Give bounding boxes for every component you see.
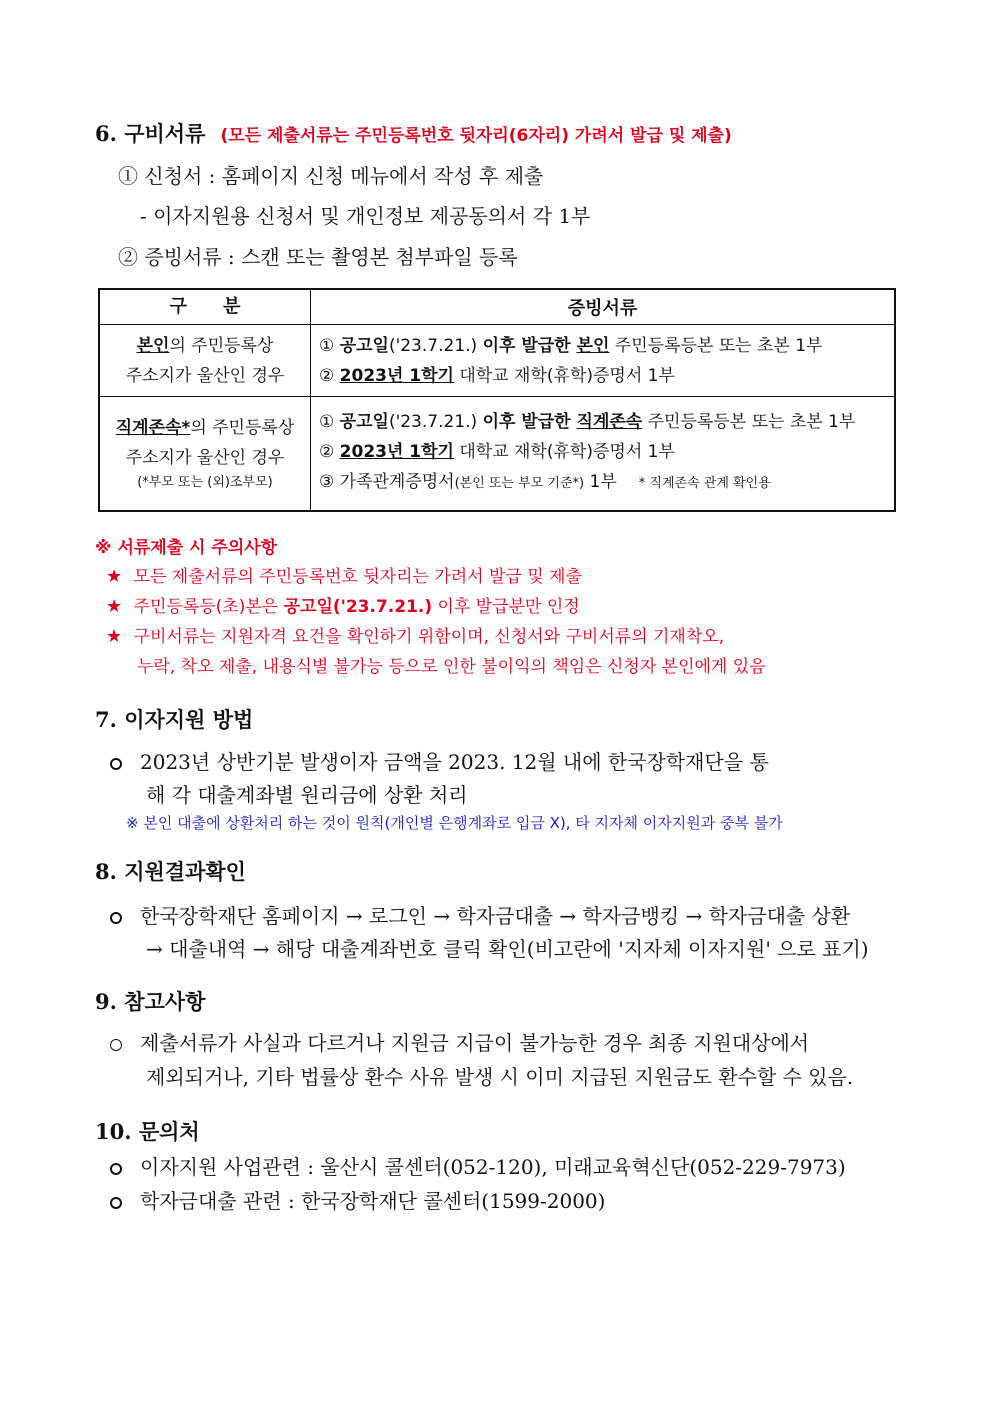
section-7-title: 7. 이자지원 방법 (95, 707, 254, 732)
row1-category (99, 325, 311, 397)
table-header-documents: 증빙서류 (311, 289, 896, 325)
row2-doc-3: ③ 가족관계증명서(본인 또는 부모 기준*) 1부 * 직계존속 관계 확인용 (319, 472, 771, 493)
circle-bullet-icon (110, 758, 122, 770)
section-10-item-1: 이자지원 사업관련 : 울산시 콜센터(052-120), 미래교육혁신단(052-229-7973) (110, 1151, 846, 1180)
section-8-title: 8. 지원결과확인 (95, 859, 246, 884)
section-10-title: 10. 문의처 (95, 1119, 200, 1144)
section-6-item-1-sub: - 이자지원용 신청서 및 개인정보 제공동의서 각 1부 (140, 204, 591, 228)
row1-documents (311, 325, 896, 397)
row1-who-line2: 주소지가 울산인 경우 (125, 365, 285, 386)
section-6-heading (95, 118, 732, 148)
circle-bullet-icon (110, 1163, 122, 1175)
table-row (99, 325, 895, 397)
section-8-line-2: → 대출내역 → 해당 대출계좌번호 클릭 확인(비고란에 '지자체 이자지원' 으로 표기) (146, 937, 869, 961)
circle-bullet-icon (110, 912, 122, 924)
section-9-title: 9. 참고사항 (95, 989, 206, 1014)
documents-table (98, 288, 896, 512)
row2-doc-2: ② 2023년 1학기 대학교 재학(휴학)증명서 1부 (319, 442, 675, 463)
section-9-item: 제출서류가 사실과 다르거나 지원금 지급이 불가능한 경우 최종 지원대상에서 (110, 1027, 809, 1056)
section-6-title: 6. 구비서류 (95, 121, 206, 146)
section-7-item: 2023년 상반기분 발생이자 금액을 2023. 12월 내에 한국장학재단을 통 (110, 746, 769, 775)
section-6-item-1: ① 신청서 : 홈페이지 신청 메뉴에서 작성 후 제출 (118, 164, 544, 188)
row1-who-bold: 본인 (136, 335, 170, 356)
section-6-item-2: ② 증빙서류 : 스캔 또는 촬영본 첨부파일 등록 (118, 245, 518, 269)
row2-who-line2: 주소지가 울산인 경우 (125, 448, 285, 469)
caution-item-3: ★ 구비서류는 지원자격 요건을 확인하기 위함이며, 신청서와 구비서류의 기재착오, (106, 626, 725, 647)
row1-who-rest: 의 주민등록상 (169, 335, 274, 356)
caution-item-2: ★ 주민등록등(초)본은 공고일('23.7.21.) 이후 발급분만 인정 (106, 596, 580, 617)
star-icon: ★ (106, 626, 123, 647)
row2-who-bold: 직계존속* (115, 418, 191, 439)
section-7-note: ※ 본인 대출에 상환처리 하는 것이 원칙(개인별 은행계좌로 입금 X), 타 지자체 이자지원과 중복 불가 (126, 814, 783, 832)
row1-doc-1: ① 공고일('23.7.21.) 이후 발급한 본인 주민등록등본 또는 초본 1부 (319, 335, 823, 356)
row2-doc-1: ① 공고일('23.7.21.) 이후 발급한 직계존속 주민등록등본 또는 초본 1부 (319, 412, 856, 433)
row2-who-note: (*부모 또는 (외)조부모) (137, 475, 273, 491)
row2-who-rest: 의 주민등록상 (190, 418, 295, 439)
caution-item-1: ★ 모든 제출서류의 주민등록번호 뒷자리는 가려서 발급 및 제출 (106, 566, 582, 587)
table-header-row (99, 289, 895, 325)
table-row (99, 397, 895, 511)
row1-doc-2: ② 2023년 1학기 대학교 재학(휴학)증명서 1부 (319, 365, 675, 386)
caution-item-3-line-2: 누락, 착오 제출, 내용식별 불가능 등으로 인한 불이익의 책임은 신청자 본인에게 있음 (137, 657, 766, 677)
section-10-item-2: 학자금대출 관련 : 한국장학재단 콜센터(1599-2000) (110, 1185, 605, 1214)
table-header-category: 구 분 (99, 289, 311, 325)
star-icon: ★ (106, 596, 123, 617)
section-9-line-2: 제외되거나, 기타 법률상 환수 사유 발생 시 이미 지급된 지원금도 환수할 수 있음. (146, 1065, 854, 1089)
section-6-heading-note: (모든 제출서류는 주민등록번호 뒷자리(6자리) 가려서 발급 및 제출) (220, 126, 732, 146)
section-8-item: 한국장학재단 홈페이지 → 로그인 → 학자금대출 → 학자금뱅킹 → 학자금대출 상환 (110, 900, 850, 929)
section-7-line-2: 해 각 대출계좌별 원리금에 상환 처리 (146, 783, 468, 807)
circle-bullet-icon (110, 1039, 122, 1051)
row2-documents (311, 397, 896, 511)
circle-bullet-icon (110, 1197, 122, 1209)
caution-title: ※ 서류제출 시 주의사항 (95, 538, 278, 558)
star-icon: ★ (106, 566, 123, 587)
row2-category (99, 397, 311, 511)
